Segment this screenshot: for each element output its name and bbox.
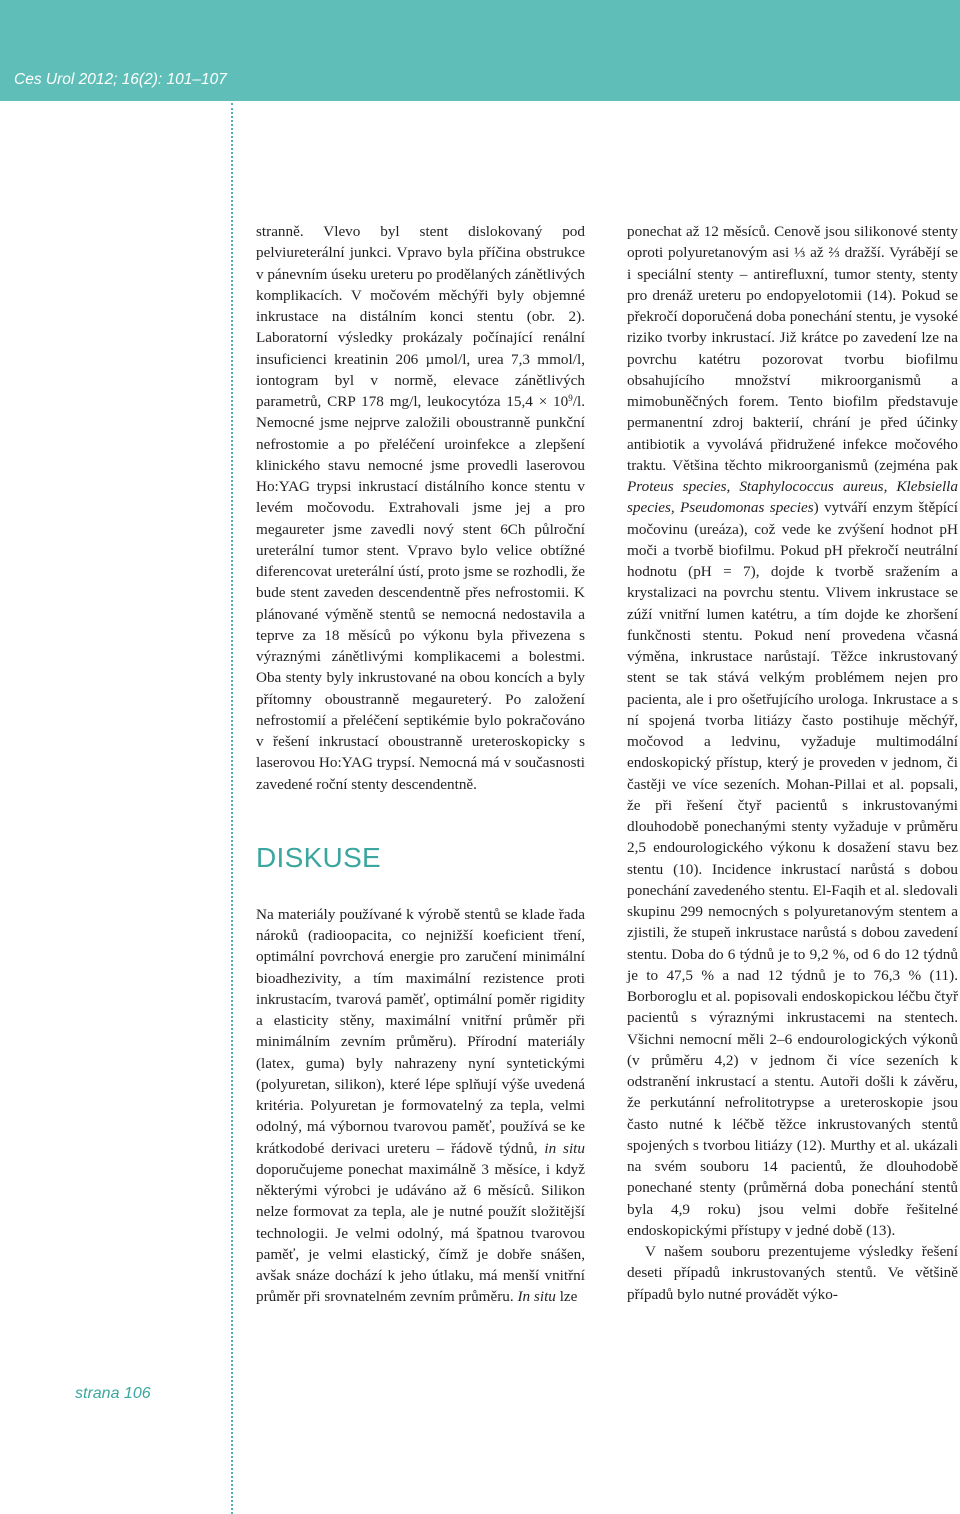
page-number: strana 106 xyxy=(75,1385,151,1402)
section-spacer xyxy=(256,873,585,904)
in-situ-term: In situ xyxy=(517,1288,556,1306)
case-text-part-2: /l. Nemocné jsme nejprve založili oboustranně punkční nefrostomie a po přeléčení uroinfekce a zlepšení klinického stavu nemocné jsme provedli laserovou Ho:YAG trypsi inkrustací distálního konce stentu v levém močovodu. Extrahovali jsme jej a pro megaureter jsme zavedli nový stent 6Ch půlroční ureterální tumor stent. Vpravo bylo velice obtížné diferencovat ureterální ústí, proto jsme se rozhodli, že bude stent zaveden descendentně přes nefrostomii. K plánované výměně stentů se nemocná nedostavila a teprve za 18 měsíců po výkonu byla přivezena s výraznými zánětlivými komplikacemi a bolestmi. Oba stenty byly inkrustované na obou koncích a byly přítomny oboustranně megaureterý. Po založení nefrostomií a přeléčení septikémie bylo pokračováno v řešení inkrustací oboustranně ureteroskopicky s laserovou Ho:YAG trypsí. Nemocná má v současnosti zavedené roční stenty descendentně. xyxy=(256,393,585,793)
journal-reference: Ces Urol 2012; 16(2): 101–107 xyxy=(14,71,227,88)
discussion-continued-paragraph xyxy=(627,221,958,1241)
discussion-text-part-1: Na materiály používané k výrobě stentů se klade řada nároků (radioopacita, co nejnižší koeficient tření, optimální povrchová energie pro zaručení minimální bioadhezivity, a tím maximální rezistence proti inkrustacím, tvarová paměť, optimální poměr rigidity a elasticity stěny, maximální vnitřní průměr při minimálním zevním průměru). Přírodní materiály (latex, guma) byly nahrazeny nyní syntetickými (polyuretan, silikon), které lépe splňují výše uvedená kritéria. Polyuretan je formovatelný za tepla, velmi odolný, má výbornou tvarovou paměť, používá se ke krátkodobé derivaci ureteru – řádově týdnů, xyxy=(256,905,585,1157)
right-column xyxy=(627,221,958,1305)
discussion-text-part-3: lze xyxy=(555,1288,578,1306)
margin-divider xyxy=(231,103,233,1514)
exponent: 9 xyxy=(568,393,573,403)
section-heading-diskuse: DISKUSE xyxy=(256,841,382,873)
results-paragraph: V našem souboru prezentujeme výsledky řešení deseti případů inkrustovaných stentů. Ve většině případů bylo nutné provádět výko- xyxy=(627,1243,958,1303)
case-report-paragraph xyxy=(256,221,585,795)
section-spacer xyxy=(256,795,585,843)
discussion-paragraph xyxy=(256,904,585,1308)
discussion-text-part-2: doporučujeme ponechat maximálně 3 měsíce, i když některými výrobci je udáváno až 6 měsíců. Silikon nelze formovat za tepla, ale je nutné použít složitější technologii. Je velmi odolný, má špatnou tvarovou paměť, je velmi elastický, čímž je dobře snášen, avšak snáze dochází k jeho útlaku, má menší vnitřní průměr při srovnatelném zevním průměru. xyxy=(256,1160,585,1306)
bacteria-species: Proteus species, Staphylococcus aureus, Klebsiella species, Pseudomonas species xyxy=(627,478,958,517)
case-text-part-1: stranně. Vlevo byl stent dislokovaný pod pelviureterální junkci. Vpravo byla příčina obstrukce v pánevním úseku ureteru po prodělaných zánětlivých komplikacích. V močovém měchýři byly objemné inkrustace na distálním konci stentu (obr. 2). Laboratorní výsledky prokázaly počínající renální insuficienci kreatinin 206 µmol/l, urea 7,3 mmol/l, iontogram byl v normě, elevace zánětlivých parametrů, CRP 178 mg/l, leukocytóza 15,4 × 10 xyxy=(256,223,585,410)
right-text-part-1: ponechat až 12 měsíců. Cenově jsou silikonové stenty oproti polyuretanovým asi ⅓ až ⅔ dražší. Vyrábějí se i speciální stenty – antirefluxní, tumor stenty, stenty pro drenáž ureteru po endopyelotomii (14). Pokud se překročí doporučená doba ponechání stentu, je vysoké riziko tvorby inkrustací. Již krátce po zavedení lze na povrchu katétru pozorovat tvorbu biofilmu obsahujícího množství mikroorganismů a mimobuněčných forem. Tento biofilm představuje permanentní zdroj bakterií, chrání je před účinky antibiotik a vyvolává přidružené infekce močového traktu. Většina těchto mikroorganismů (zejména pak xyxy=(627,223,958,474)
in-situ-term: in situ xyxy=(544,1139,585,1157)
right-text-part-2: ) vytváří enzym štěpící močovinu (ureáza), což vede ke zvýšení hodnot pH moči a tvorbě biofilmu. Pokud pH překročí neutrální hodnotu (pH = 7), dojde k tvorbě sražením a krystalizaci na povrchu stentu. Vlivem inkrustace se zúží vnitřní lumen katétru, a tím dojde ke zhoršení funkčnosti stentu. Pokud není provedena včasná výměna, inkrustace narůstají. Těžce inkrustovaný stent se tak stává velkým problémem nejen pro pacienta, ale i pro ošetřujícího urologa. Inkrustace a s ní spojená tvorba litiázy často postihuje měchýř, močovod a ledvinu, vyžaduje multimodální endoskopický přístup, který je proveden v jednom, či častěji ve více sezeních. Mohan-Pillai et al. popsali, že při řešení čtyř pacientů s inkrustovanými dlouhodobě ponechanými stenty vyžaduje v průměru 2,5 endourologického výkonu k dosažení stavu bez stentu (10). Incidence inkrustací narůstá s dobou ponechání zavedeného stentu. El-Faqih et al. sledovali skupinu 299 nemocných s polyuretanovým stentem a zjistili, že stupeň inkrustace narůstá s dobou zavedení stentu. Doba do 6 týdnů je to 9,2 %, od 6 do 12 týdnů je to 47,5 % a nad 12 týdnů je to 76,3 % (11). Borboroglu et al. popisovali endoskopickou léčbu čtyř pacientů s výraznými inkrustacemi na stentech. Všichni nemocní měli 2–6 endourologických výkonů (v průměru 4,2) v jednom či více sezeních k odstranění inkrustací a stentu. Autoři došli k závěru, že perkutánní nefrolitotrypse a ureteroskopie jsou často nutné k léčbě těžce inkrustovaných stentů spojených s tvorbou litiázy (12). Murthy et al. ukázali na svém souboru 14 pacientů, že dlouhodobě ponechané stenty (průměrná doba ponechání stentů byla 4,9 roku) jsou velmi dobře řešitelné endoskopickými přístupy v jedné době (13). xyxy=(627,499,958,1239)
left-column xyxy=(256,221,585,1308)
